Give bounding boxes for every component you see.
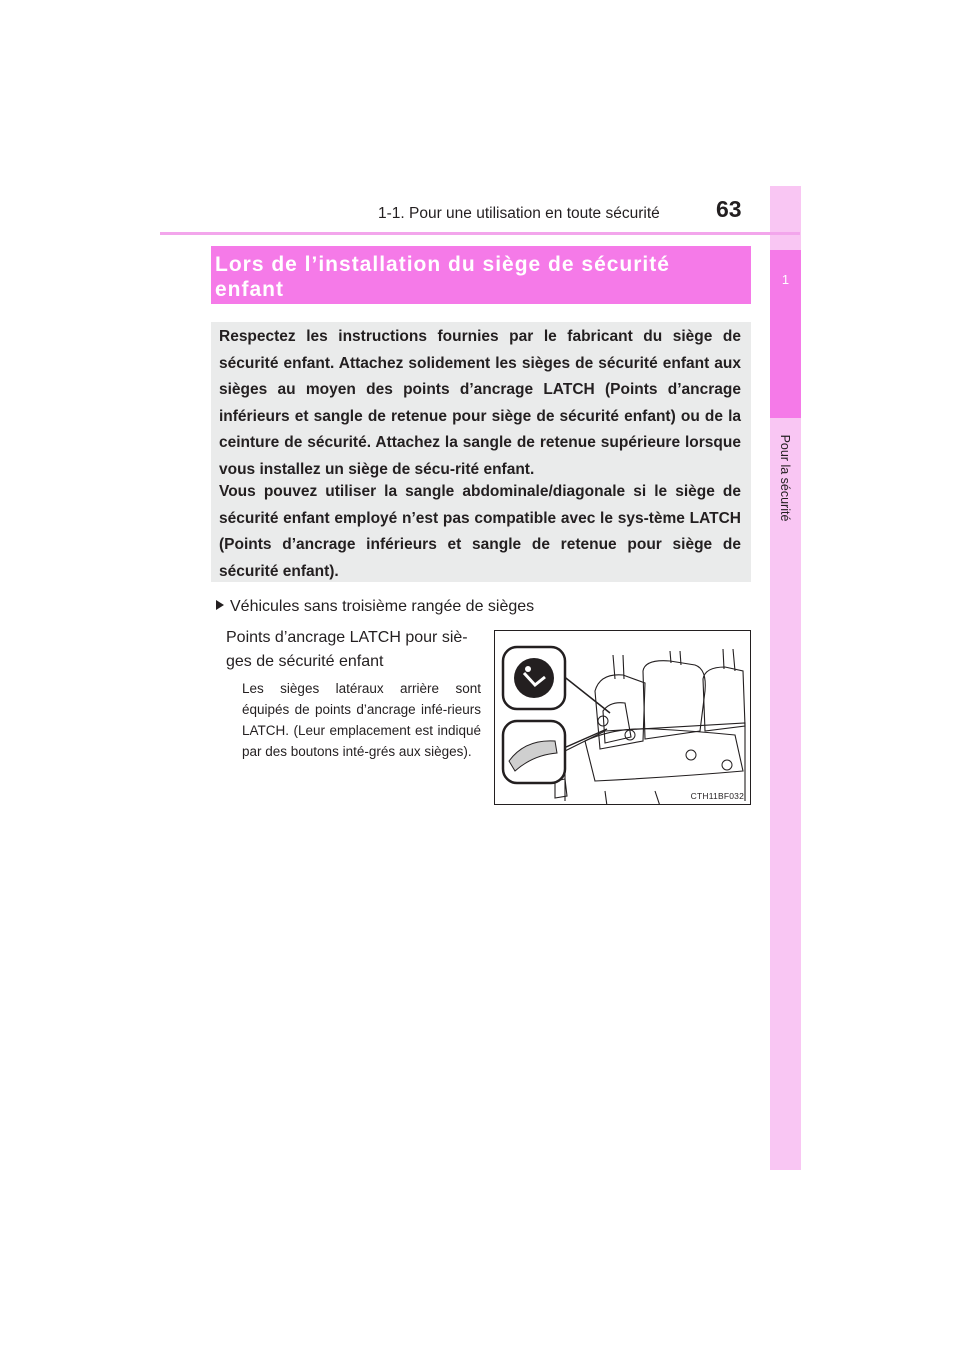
- section-heading: [215, 252, 735, 302]
- item-description: Les sièges latéraux arrière sont équipés de points d’ancrage infé-rieurs LATCH. (Leur emplacement est indiqué par des boutons inté-grés aux sièges).: [242, 681, 481, 759]
- triangle-bullet-icon: [216, 600, 224, 610]
- intro-paragraph-1: Respectez les instructions fournies par le fabricant du siège de sécurité enfant. Attachez solidement les sièges de sécurité enfant aux sièges au moyen des points d’ancrage LATCH (Points d’ancrage inférieurs et sangle de retenue pour siège de sécurité enfant) ou de la ceinture de sécurité. Attachez la sangle de retenue supérieure lorsque vous installez un siège de sécu-rité enfant.: [219, 328, 741, 478]
- child-seat-symbol-icon: [503, 647, 565, 709]
- chapter-number: 1: [781, 272, 790, 287]
- chapter-number-tab: [770, 250, 801, 418]
- intro-box: [211, 322, 751, 582]
- subsection-bullet-title: Véhicules sans troisième rangée de sièges: [230, 598, 535, 615]
- anchor-button-icon: [503, 721, 565, 783]
- latch-anchor-figure: [494, 630, 751, 805]
- subsection-bullet: [216, 598, 534, 616]
- section-heading-line1: Lors de l’installation du siège de sécurité: [215, 253, 670, 276]
- intro-paragraph-2: Vous pouvez utiliser la sangle abdominale/diagonale si le siège de sécurité enfant employé n’est pas compatible avec le sys-tème LATCH (Points d’ancrage inférieurs et sangle de retenue pour siège de sécurité enfant).: [219, 483, 741, 580]
- item-title: Points d’ancrage LATCH pour siè-ges de sécurité enfant: [226, 629, 468, 670]
- page-number: 63: [716, 196, 742, 222]
- header-divider: [160, 232, 800, 235]
- section-heading-line2: enfant: [215, 278, 284, 301]
- chapter-label: Pour la sécurité: [778, 434, 792, 522]
- rear-seat-illustration: [495, 631, 751, 805]
- header-section-title: 1-1. Pour une utilisation en toute sécurité: [378, 205, 660, 222]
- section-heading-banner: [211, 246, 751, 304]
- figure-code: CTH11BF032: [690, 791, 744, 801]
